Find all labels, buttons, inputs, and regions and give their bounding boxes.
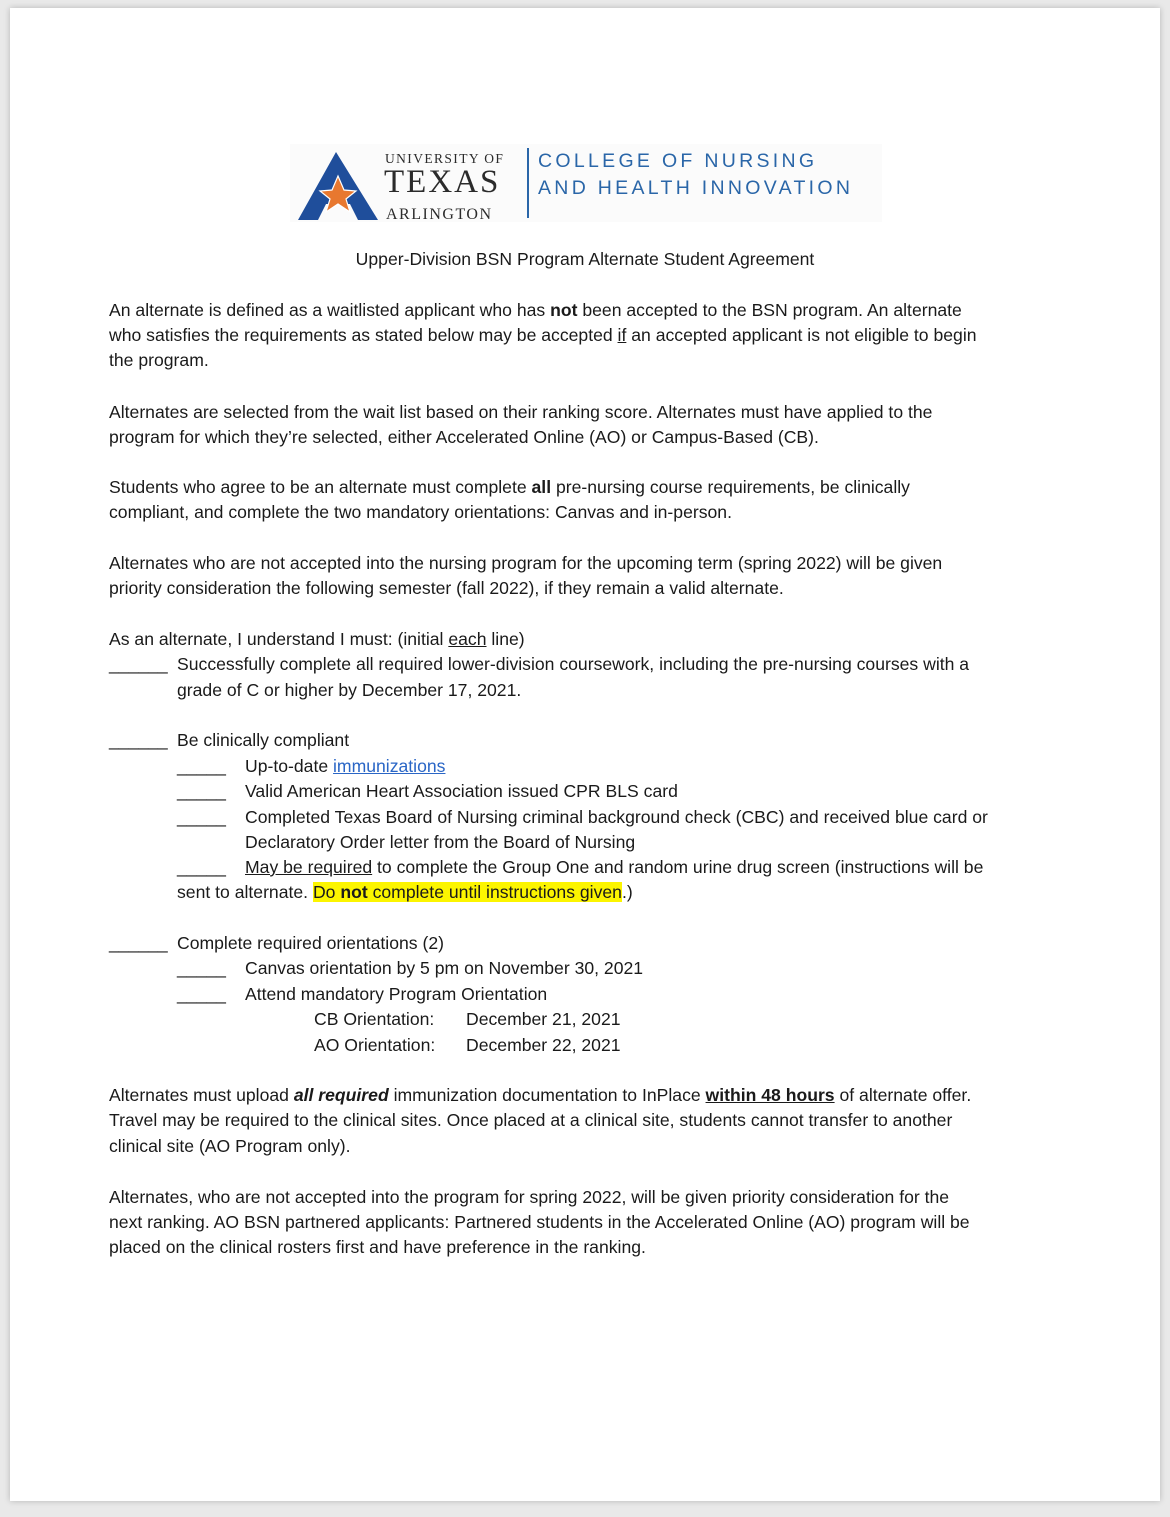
- logo-texas: TEXAS: [384, 164, 501, 200]
- item2-sub3-line1: Completed Texas Board of Nursing criminal background check (CBC) and received blue card or: [245, 807, 988, 827]
- cb-orientation-date: December 21, 2021: [466, 1009, 621, 1029]
- logo-college-line2: AND HEALTH INNOVATION: [538, 177, 854, 199]
- text: an accepted applicant is not eligible to begin: [626, 325, 977, 345]
- bold-text: not: [340, 882, 368, 902]
- initial-blank-item2-sub3[interactable]: _____: [177, 807, 226, 827]
- initial-blank-item1[interactable]: ______: [109, 654, 168, 674]
- item2-sub2: Valid American Heart Association issued CPR BLS card: [245, 781, 678, 801]
- text: An alternate is defined as a waitlisted applicant who has: [109, 300, 551, 320]
- ao-orientation-label: AO Orientation:: [314, 1035, 436, 1055]
- highlighted-warning: [313, 882, 622, 902]
- immunizations-link[interactable]: immunizations: [333, 756, 446, 776]
- text: As an alternate, I understand I must: (initial: [109, 629, 449, 649]
- ao-orientation-date: December 22, 2021: [466, 1035, 621, 1055]
- para6-line3: placed on the clinical rosters first and have preference in the ranking.: [109, 1237, 646, 1257]
- para3-line1: [109, 475, 910, 501]
- logo-college-name: [538, 148, 853, 202]
- initial-blank-item3-sub1[interactable]: _____: [177, 958, 226, 978]
- logo-college-line1: COLLEGE OF NURSING: [538, 150, 818, 172]
- para6-line1: Alternates, who are not accepted into the program for spring 2022, will be given priority consideration for the: [109, 1187, 950, 1207]
- bold-underlined-text: within 48 hours: [705, 1085, 835, 1105]
- text: been accepted to the BSN program. An alternate: [577, 300, 962, 320]
- initial-blank-item3-sub2[interactable]: _____: [177, 984, 226, 1004]
- item3-sub1: Canvas orientation by 5 pm on November 30, 2021: [245, 958, 644, 978]
- underlined-text: May be required: [245, 857, 373, 877]
- para1-line3: the program.: [109, 350, 209, 370]
- item3-sub2: Attend mandatory Program Orientation: [245, 984, 548, 1004]
- item1-line2: grade of C or higher by December 17, 2021.: [177, 680, 522, 700]
- para5-line3: clinical site (AO Program only).: [109, 1136, 351, 1156]
- text: to complete the Group One and random urine drug screen (instructions will be: [372, 857, 984, 877]
- para1-line2: [109, 323, 977, 349]
- text: pre-nursing course requirements, be clinically: [551, 477, 910, 497]
- checklist-intro: [109, 627, 525, 653]
- item2-sub4-line2: [177, 880, 633, 906]
- text: sent to alternate.: [177, 882, 313, 902]
- text: Alternates must upload: [109, 1085, 294, 1105]
- para2-line1: Alternates are selected from the wait list based on their ranking score. Alternates must have applied to the: [109, 402, 933, 422]
- logo-arlington: ARLINGTON: [386, 206, 493, 223]
- para6-line2: next ranking. AO BSN partnered applicants: Partnered students in the Accelerated Online (AO) program will be: [109, 1212, 970, 1232]
- text: Do: [312, 882, 341, 902]
- uta-a-star-logo-icon: [298, 150, 380, 220]
- bold-italic-text: all required: [293, 1085, 389, 1105]
- text: who satisfies the requirements as stated below may be accepted: [109, 325, 618, 345]
- text: complete until instructions given: [367, 882, 622, 902]
- text: Up-to-date: [245, 756, 334, 776]
- text: .): [621, 882, 633, 902]
- bold-text: not: [550, 300, 578, 320]
- text: of alternate offer.: [834, 1085, 972, 1105]
- item3-label: Complete required orientations (2): [177, 933, 444, 953]
- document-page: [10, 8, 1160, 1501]
- document-body: [10, 8, 1160, 1501]
- text: line): [486, 629, 525, 649]
- item2-label: Be clinically compliant: [177, 730, 350, 750]
- document-title: Upper-Division BSN Program Alternate Student Agreement: [355, 249, 815, 269]
- bold-text: all: [531, 477, 552, 497]
- logo-university-of: UNIVERSITY OF: [385, 151, 505, 166]
- para2-line2: program for which they’re selected, either Accelerated Online (AO) or Campus-Based (CB).: [109, 427, 819, 447]
- text: Students who agree to be an alternate must complete: [109, 477, 532, 497]
- para4-line1: Alternates who are not accepted into the nursing program for the upcoming term (spring 2022) will be given: [109, 553, 943, 573]
- item2-sub3-line2: Declaratory Order letter from the Board of Nursing: [245, 832, 636, 852]
- para4-line2: priority consideration the following semester (fall 2022), if they remain a valid alternate.: [109, 578, 784, 598]
- para5-line1: [109, 1083, 971, 1109]
- text: immunization documentation to InPlace: [388, 1085, 706, 1105]
- para1-line1: [109, 298, 962, 324]
- underlined-text: each: [448, 629, 487, 649]
- logo-divider: [527, 148, 529, 218]
- para5-line2: Travel may be required to the clinical sites. Once placed at a clinical site, students cannot transfer to another: [109, 1110, 953, 1130]
- initial-blank-item3[interactable]: ______: [109, 933, 168, 953]
- underlined-text: if: [617, 325, 627, 345]
- initial-blank-item2[interactable]: ______: [109, 730, 168, 750]
- item2-sub4-line1: [245, 855, 983, 881]
- initial-blank-item2-sub2[interactable]: _____: [177, 781, 226, 801]
- item2-sub1: [245, 754, 445, 780]
- initial-blank-item2-sub4[interactable]: _____: [177, 857, 226, 877]
- para3-line2: compliant, and complete the two mandatory orientations: Canvas and in-person.: [109, 502, 732, 522]
- initial-blank-item2-sub1[interactable]: _____: [177, 756, 226, 776]
- item1-line1: Successfully complete all required lower-division coursework, including the pre-nursing courses with a: [177, 654, 970, 674]
- cb-orientation-label: CB Orientation:: [314, 1009, 435, 1029]
- university-logo: [290, 144, 882, 222]
